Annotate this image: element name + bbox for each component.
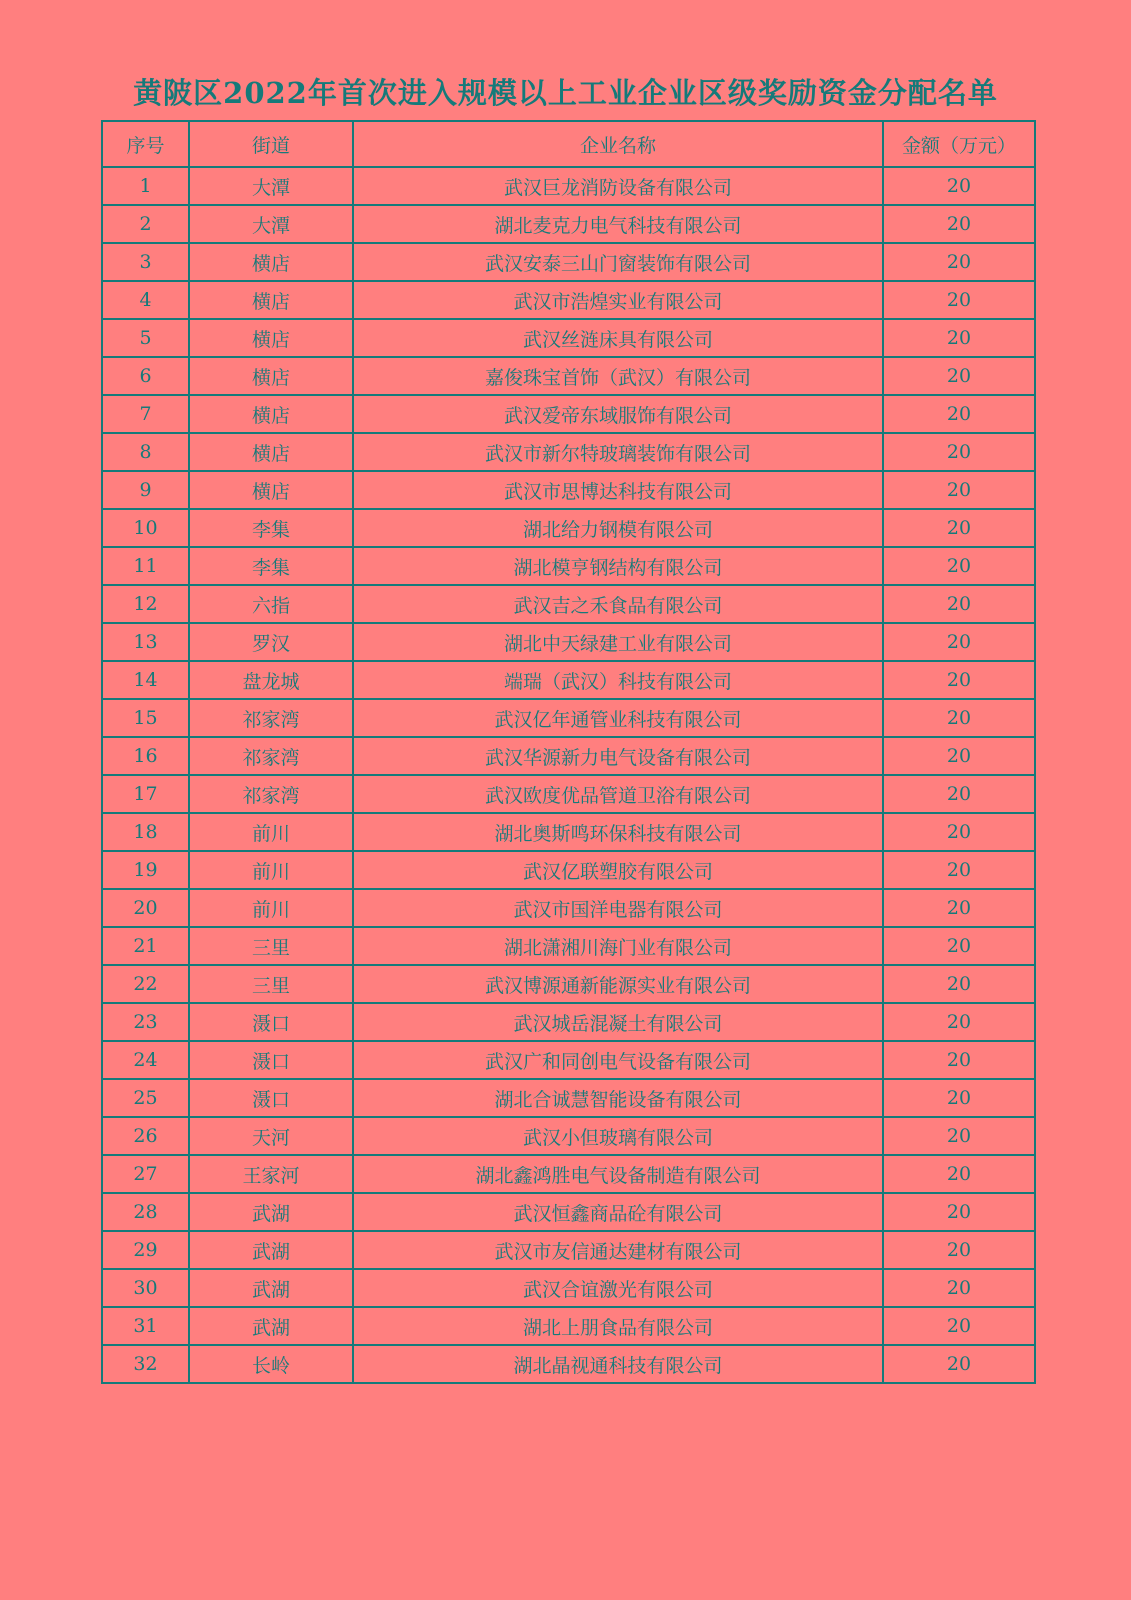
row-index-cell: 22 [102, 965, 189, 1003]
street-cell: 前川 [189, 889, 353, 927]
row-index-cell: 7 [102, 395, 189, 433]
row-index-cell: 23 [102, 1003, 189, 1041]
company-name-cell: 湖北中天绿建工业有限公司 [353, 623, 883, 661]
table-row [102, 1117, 1035, 1155]
street-cell: 武湖 [189, 1231, 353, 1269]
table-row [102, 1231, 1035, 1269]
street-cell: 祁家湾 [189, 737, 353, 775]
company-name-cell: 武汉吉之禾食品有限公司 [353, 585, 883, 623]
table-row [102, 889, 1035, 927]
street-cell: 横店 [189, 395, 353, 433]
document-title: 黄陂区2022年首次进入规模以上工业企业区级奖励资金分配名单 [133, 76, 998, 110]
amount-cell: 20 [883, 471, 1035, 509]
table-row [102, 661, 1035, 699]
amount-cell: 20 [883, 851, 1035, 889]
table-row [102, 813, 1035, 851]
table-row [102, 775, 1035, 813]
table-row [102, 357, 1035, 395]
street-cell: 横店 [189, 319, 353, 357]
amount-cell: 20 [883, 1003, 1035, 1041]
row-index-cell: 3 [102, 243, 189, 281]
table-row [102, 509, 1035, 547]
row-index-cell: 8 [102, 433, 189, 471]
street-cell: 王家河 [189, 1155, 353, 1193]
company-name-cell: 湖北奥斯鸣环保科技有限公司 [353, 813, 883, 851]
row-index-cell: 2 [102, 205, 189, 243]
row-index-cell: 10 [102, 509, 189, 547]
row-index-cell: 19 [102, 851, 189, 889]
amount-cell: 20 [883, 319, 1035, 357]
table-row [102, 623, 1035, 661]
table-row [102, 1193, 1035, 1231]
row-index-cell: 14 [102, 661, 189, 699]
street-cell: 横店 [189, 433, 353, 471]
street-cell: 李集 [189, 547, 353, 585]
row-index-cell: 18 [102, 813, 189, 851]
table-row [102, 205, 1035, 243]
amount-cell: 20 [883, 547, 1035, 585]
amount-cell: 20 [883, 1193, 1035, 1231]
street-cell: 滠口 [189, 1041, 353, 1079]
row-index-cell: 20 [102, 889, 189, 927]
row-index-cell: 1 [102, 167, 189, 205]
street-cell: 横店 [189, 471, 353, 509]
street-cell: 李集 [189, 509, 353, 547]
street-cell: 三里 [189, 965, 353, 1003]
street-cell: 盘龙城 [189, 661, 353, 699]
company-name-cell: 湖北晶视通科技有限公司 [353, 1345, 883, 1383]
table-row [102, 281, 1035, 319]
row-index-cell: 28 [102, 1193, 189, 1231]
column-header-amount: 金额（万元） [883, 121, 1035, 167]
street-cell: 横店 [189, 281, 353, 319]
table-row [102, 319, 1035, 357]
street-cell: 罗汉 [189, 623, 353, 661]
table-row [102, 965, 1035, 1003]
amount-cell: 20 [883, 775, 1035, 813]
amount-cell: 20 [883, 1269, 1035, 1307]
row-index-cell: 9 [102, 471, 189, 509]
row-index-cell: 4 [102, 281, 189, 319]
company-name-cell: 湖北合诚慧智能设备有限公司 [353, 1079, 883, 1117]
row-index-cell: 6 [102, 357, 189, 395]
street-cell: 祁家湾 [189, 775, 353, 813]
column-header-index: 序号 [102, 121, 189, 167]
company-name-cell: 武汉华源新力电气设备有限公司 [353, 737, 883, 775]
table-row [102, 737, 1035, 775]
table-row [102, 1003, 1035, 1041]
row-index-cell: 13 [102, 623, 189, 661]
row-index-cell: 21 [102, 927, 189, 965]
company-name-cell: 嘉俊珠宝首饰（武汉）有限公司 [353, 357, 883, 395]
company-name-cell: 端瑞（武汉）科技有限公司 [353, 661, 883, 699]
amount-cell: 20 [883, 927, 1035, 965]
row-index-cell: 12 [102, 585, 189, 623]
street-cell: 大潭 [189, 167, 353, 205]
amount-cell: 20 [883, 699, 1035, 737]
amount-cell: 20 [883, 1117, 1035, 1155]
amount-cell: 20 [883, 281, 1035, 319]
column-header-company: 企业名称 [353, 121, 883, 167]
amount-cell: 20 [883, 433, 1035, 471]
row-index-cell: 11 [102, 547, 189, 585]
table-row [102, 1155, 1035, 1193]
row-index-cell: 30 [102, 1269, 189, 1307]
company-name-cell: 武汉博源通新能源实业有限公司 [353, 965, 883, 1003]
amount-cell: 20 [883, 1307, 1035, 1345]
street-cell: 祁家湾 [189, 699, 353, 737]
amount-cell: 20 [883, 889, 1035, 927]
company-name-cell: 武汉城岳混凝土有限公司 [353, 1003, 883, 1041]
street-cell: 横店 [189, 243, 353, 281]
amount-cell: 20 [883, 1345, 1035, 1383]
table-row [102, 395, 1035, 433]
amount-cell: 20 [883, 1231, 1035, 1269]
table-row [102, 471, 1035, 509]
table-row [102, 1079, 1035, 1117]
column-header-street: 街道 [189, 121, 353, 167]
row-index-cell: 17 [102, 775, 189, 813]
amount-cell: 20 [883, 1155, 1035, 1193]
row-index-cell: 32 [102, 1345, 189, 1383]
table-row [102, 1307, 1035, 1345]
amount-cell: 20 [883, 1079, 1035, 1117]
street-cell: 武湖 [189, 1269, 353, 1307]
table-header-row [102, 121, 1035, 167]
table-row [102, 243, 1035, 281]
table-row [102, 547, 1035, 585]
row-index-cell: 26 [102, 1117, 189, 1155]
company-name-cell: 武汉欧度优品管道卫浴有限公司 [353, 775, 883, 813]
street-cell: 武湖 [189, 1193, 353, 1231]
street-cell: 武湖 [189, 1307, 353, 1345]
company-name-cell: 武汉市新尔特玻璃装饰有限公司 [353, 433, 883, 471]
table-row [102, 699, 1035, 737]
company-name-cell: 武汉丝涟床具有限公司 [353, 319, 883, 357]
company-name-cell: 湖北模亨钢结构有限公司 [353, 547, 883, 585]
street-cell: 天河 [189, 1117, 353, 1155]
row-index-cell: 5 [102, 319, 189, 357]
amount-cell: 20 [883, 1041, 1035, 1079]
company-name-cell: 武汉爱帝东域服饰有限公司 [353, 395, 883, 433]
row-index-cell: 31 [102, 1307, 189, 1345]
amount-cell: 20 [883, 965, 1035, 1003]
table-row [102, 851, 1035, 889]
amount-cell: 20 [883, 737, 1035, 775]
amount-cell: 20 [883, 167, 1035, 205]
company-name-cell: 武汉市浩煌实业有限公司 [353, 281, 883, 319]
table-row [102, 585, 1035, 623]
table-row [102, 433, 1035, 471]
row-index-cell: 27 [102, 1155, 189, 1193]
company-name-cell: 武汉亿联塑胶有限公司 [353, 851, 883, 889]
row-index-cell: 29 [102, 1231, 189, 1269]
street-cell: 三里 [189, 927, 353, 965]
street-cell: 滠口 [189, 1079, 353, 1117]
amount-cell: 20 [883, 661, 1035, 699]
company-name-cell: 武汉亿年通管业科技有限公司 [353, 699, 883, 737]
row-index-cell: 25 [102, 1079, 189, 1117]
amount-cell: 20 [883, 623, 1035, 661]
table-body [102, 167, 1035, 1383]
company-name-cell: 武汉安泰三山门窗装饰有限公司 [353, 243, 883, 281]
street-cell: 六指 [189, 585, 353, 623]
company-name-cell: 武汉合谊激光有限公司 [353, 1269, 883, 1307]
company-name-cell: 武汉市国洋电器有限公司 [353, 889, 883, 927]
amount-cell: 20 [883, 205, 1035, 243]
company-name-cell: 湖北上朋食品有限公司 [353, 1307, 883, 1345]
street-cell: 长岭 [189, 1345, 353, 1383]
amount-cell: 20 [883, 585, 1035, 623]
company-name-cell: 湖北麦克力电气科技有限公司 [353, 205, 883, 243]
table-row [102, 927, 1035, 965]
company-name-cell: 武汉巨龙消防设备有限公司 [353, 167, 883, 205]
company-name-cell: 武汉恒鑫商品砼有限公司 [353, 1193, 883, 1231]
amount-cell: 20 [883, 243, 1035, 281]
company-name-cell: 武汉市友信通达建材有限公司 [353, 1231, 883, 1269]
amount-cell: 20 [883, 395, 1035, 433]
table-row [102, 167, 1035, 205]
row-index-cell: 15 [102, 699, 189, 737]
company-name-cell: 武汉小但玻璃有限公司 [353, 1117, 883, 1155]
amount-cell: 20 [883, 509, 1035, 547]
street-cell: 横店 [189, 357, 353, 395]
company-name-cell: 湖北鑫鸿胜电气设备制造有限公司 [353, 1155, 883, 1193]
allocation-table [101, 120, 1036, 1384]
street-cell: 滠口 [189, 1003, 353, 1041]
table-row [102, 1269, 1035, 1307]
street-cell: 大潭 [189, 205, 353, 243]
company-name-cell: 武汉市思博达科技有限公司 [353, 471, 883, 509]
row-index-cell: 16 [102, 737, 189, 775]
row-index-cell: 24 [102, 1041, 189, 1079]
company-name-cell: 湖北给力钢模有限公司 [353, 509, 883, 547]
amount-cell: 20 [883, 813, 1035, 851]
table-row [102, 1345, 1035, 1383]
company-name-cell: 武汉广和同创电气设备有限公司 [353, 1041, 883, 1079]
amount-cell: 20 [883, 357, 1035, 395]
street-cell: 前川 [189, 813, 353, 851]
company-name-cell: 湖北潇湘川海门业有限公司 [353, 927, 883, 965]
street-cell: 前川 [189, 851, 353, 889]
table-row [102, 1041, 1035, 1079]
